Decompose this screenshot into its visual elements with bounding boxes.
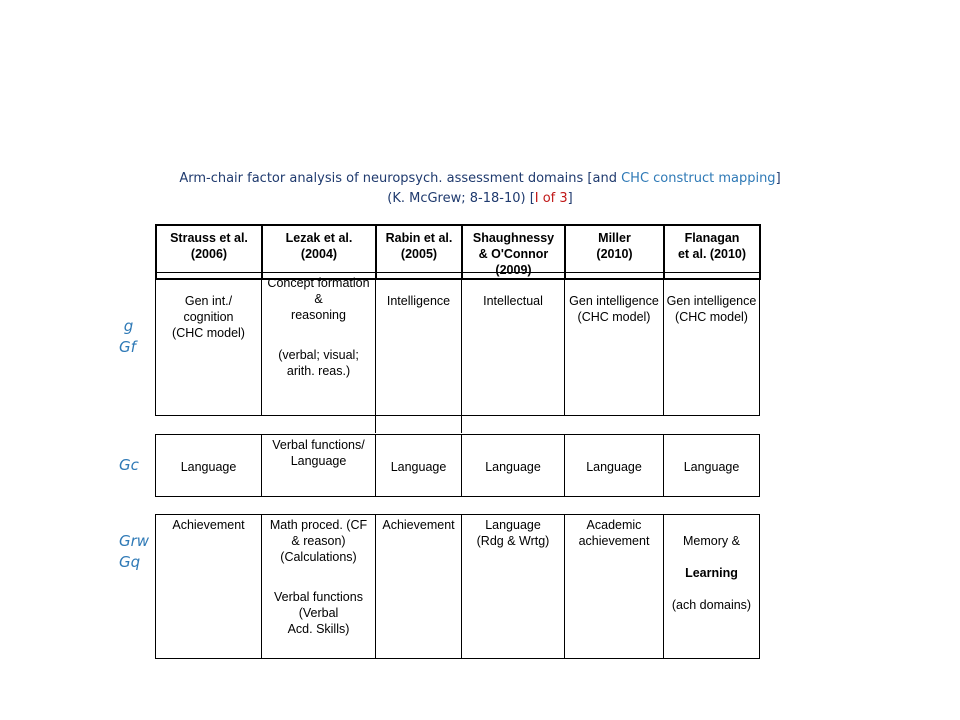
header-miller: Miller (2010) <box>565 225 664 279</box>
cell-g-strauss: Gen int./ cognition (CHC model) <box>156 273 262 416</box>
row-label-gc <box>119 455 139 476</box>
cell-grw-shaughnessy: Language (Rdg & Wrtg) <box>462 515 565 659</box>
header-flanagan: Flanagan et al. (2010) <box>664 225 760 279</box>
flanagan-ach-text: (ach domains) <box>671 598 752 612</box>
header-rabin: Rabin et al. (2005) <box>376 225 462 279</box>
label-gq: Gq <box>119 553 141 571</box>
cell-g-miller: Gen intelligence (CHC model) <box>565 273 664 416</box>
cell-g-lezak: Concept formation & reasoning (verbal; visual; arith. reas.) <box>262 273 376 416</box>
slide-title-line1 <box>0 171 960 186</box>
cell-g-rabin: Intelligence <box>376 273 462 416</box>
cell-gc-shaughnessy: Language <box>462 435 565 497</box>
page-indicator: I of 3 <box>534 191 568 206</box>
table-group-gc <box>155 434 760 497</box>
cell-g-flanagan: Gen intelligence (CHC model) <box>664 273 760 416</box>
cell-grw-miller: Academic achievement <box>565 515 664 659</box>
table-group-grw-gq <box>155 514 760 659</box>
row-label-grw-gq <box>119 531 149 573</box>
gap-divider <box>375 416 376 433</box>
slide-title-line2 <box>0 191 960 206</box>
label-g: g <box>123 317 134 335</box>
cell-grw-strauss: Achievement <box>156 515 262 659</box>
cell-gc-lezak: Verbal functions/ Language <box>262 435 376 497</box>
author-suffix: ] <box>567 191 573 206</box>
row-label-g-gf <box>119 316 136 358</box>
header-lezak: Lezak et al. (2004) <box>262 225 376 279</box>
title-prefix: Arm-chair factor analysis of neuropsych. assessment domains [and <box>179 171 622 186</box>
title-chc-highlight: CHC construct mapping <box>621 171 776 186</box>
header-strauss: Strauss et al. (2006) <box>156 225 262 279</box>
table-group-g-gf <box>155 272 760 416</box>
cell-gc-strauss: Language <box>156 435 262 497</box>
header-shaughnessy: Shaughnessy & O'Connor (2009) <box>462 225 565 279</box>
cell-grw-rabin: Achievement <box>376 515 462 659</box>
cell-gc-rabin: Language <box>376 435 462 497</box>
flanagan-memory-text: Memory & <box>683 534 740 548</box>
cell-gc-miller: Language <box>565 435 664 497</box>
gap-divider <box>461 416 462 433</box>
label-grw: Grw <box>119 532 150 550</box>
author-prefix: (K. McGrew; 8-18-10) [ <box>387 191 535 206</box>
flanagan-learning-text: Learning <box>685 566 738 580</box>
cell-grw-flanagan <box>664 515 760 659</box>
label-gc: Gc <box>119 456 139 474</box>
label-gf: Gf <box>119 338 136 356</box>
cell-grw-lezak: Math proced. (CF & reason) (Calculations) Verbal functions (Verbal Acd. Skills) <box>262 515 376 659</box>
title-suffix: ] <box>775 171 781 186</box>
cell-gc-flanagan: Language <box>664 435 760 497</box>
cell-g-shaughnessy: Intellectual <box>462 273 565 416</box>
